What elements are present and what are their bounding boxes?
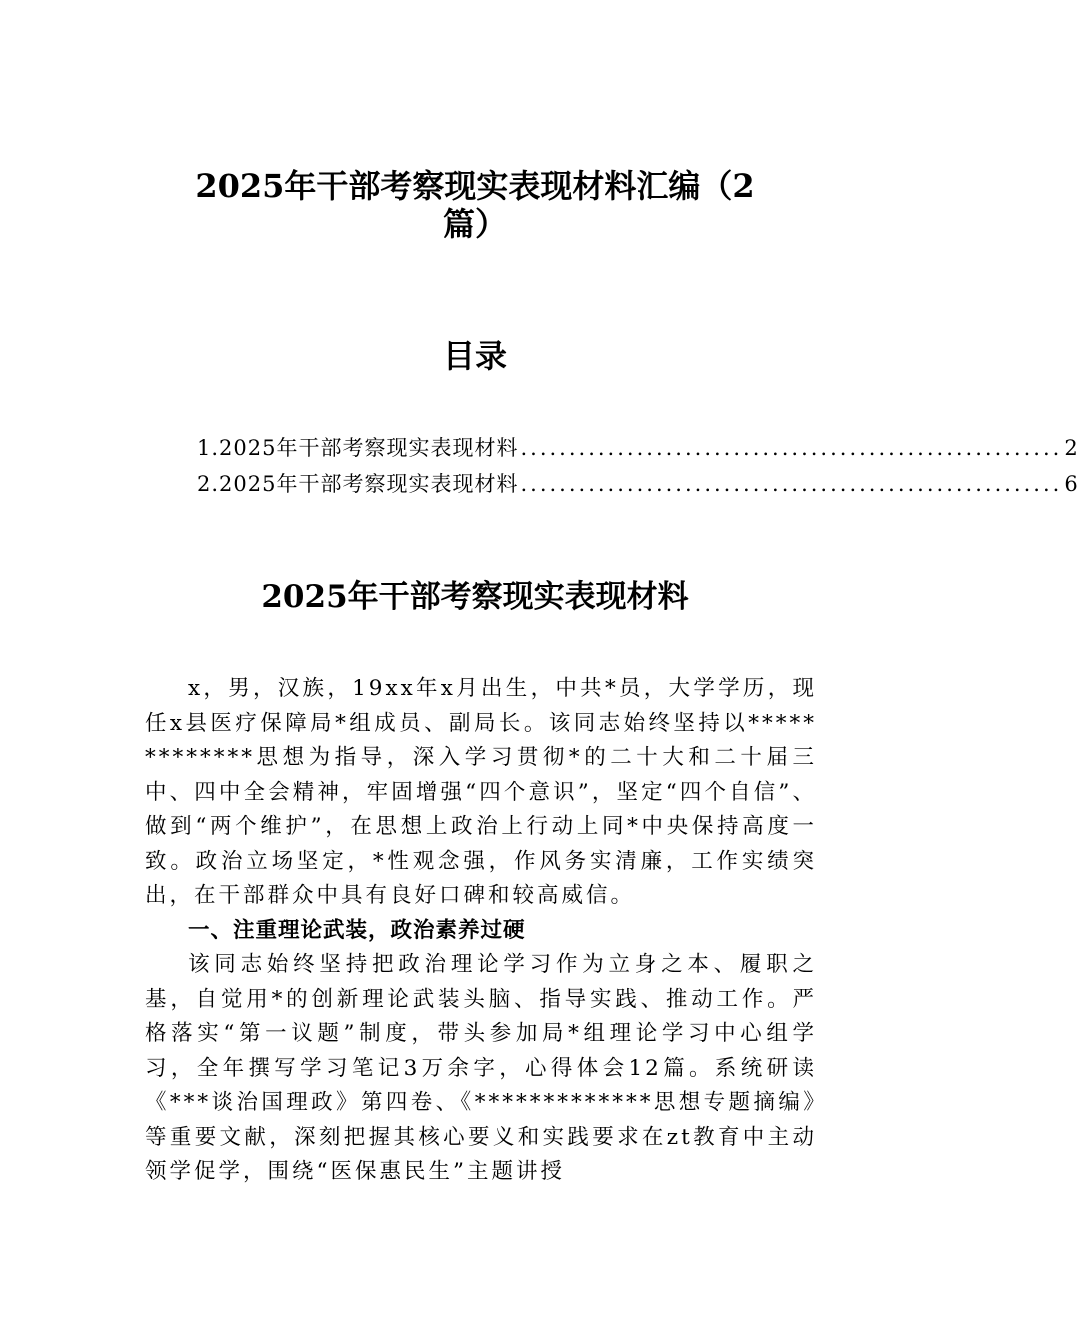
toc-dot-leader: ........................................................ xyxy=(520,436,1063,460)
toc-entry-page: 6 xyxy=(1064,472,1079,496)
document-title-line-2: 篇） xyxy=(442,205,507,243)
table-of-contents xyxy=(197,432,1079,504)
toc-entry-label: 2.2025年干部考察现实表现材料 xyxy=(197,472,519,496)
section-heading-1: 一、注重理论武装，政治素养过硬 xyxy=(188,917,526,943)
toc-entry-page: 2 xyxy=(1064,436,1079,460)
document-title-line-1: 2025年干部考察现实表现材料汇编（2 xyxy=(195,167,755,205)
toc-entry[interactable] xyxy=(197,468,1079,504)
section-title: 2025年干部考察现实表现材料 xyxy=(261,579,689,615)
toc-dot-leader: ........................................................ xyxy=(520,472,1063,496)
toc-entry-label: 1.2025年干部考察现实表现材料 xyxy=(197,436,519,460)
paragraph-1: 该同志始终坚持把政治理论学习作为立身之本、履职之基，自觉用*的创新理论武装头脑、指导实践、推动工作。严格落实“第一议题”制度，带头参加局*组理论学习中心组学习，全年撰写学习笔记3万余字，心得体会12篇。系统研读《***谈治国理政》第四卷、《*************思想专题摘编》等重要文献，深刻把握其核心要义和实践要求在zt教育中主动领学促学，围绕“医保惠民生”主题讲授 xyxy=(145,952,817,1184)
toc-heading: 目录 xyxy=(442,337,507,375)
body-text xyxy=(145,672,817,1190)
toc-entry[interactable] xyxy=(197,432,1079,468)
intro-paragraph: x，男，汉族，19xx年x月出生，中共*员，大学学历，现任x县医疗保障局*组成员、副局长。该同志始终坚持以*************思想为指导，深入学习贯彻*的二十大和二十届三中、四中全会精神，牢固增强“四个意识”，坚定“四个自信”、做到“两个维护”，在思想上政治上行动上同*中央保持高度一致。政治立场坚定，*性观念强，作风务实清廉，工作实绩突出，在干部群众中具有良好口碑和较高威信。 xyxy=(145,676,817,908)
